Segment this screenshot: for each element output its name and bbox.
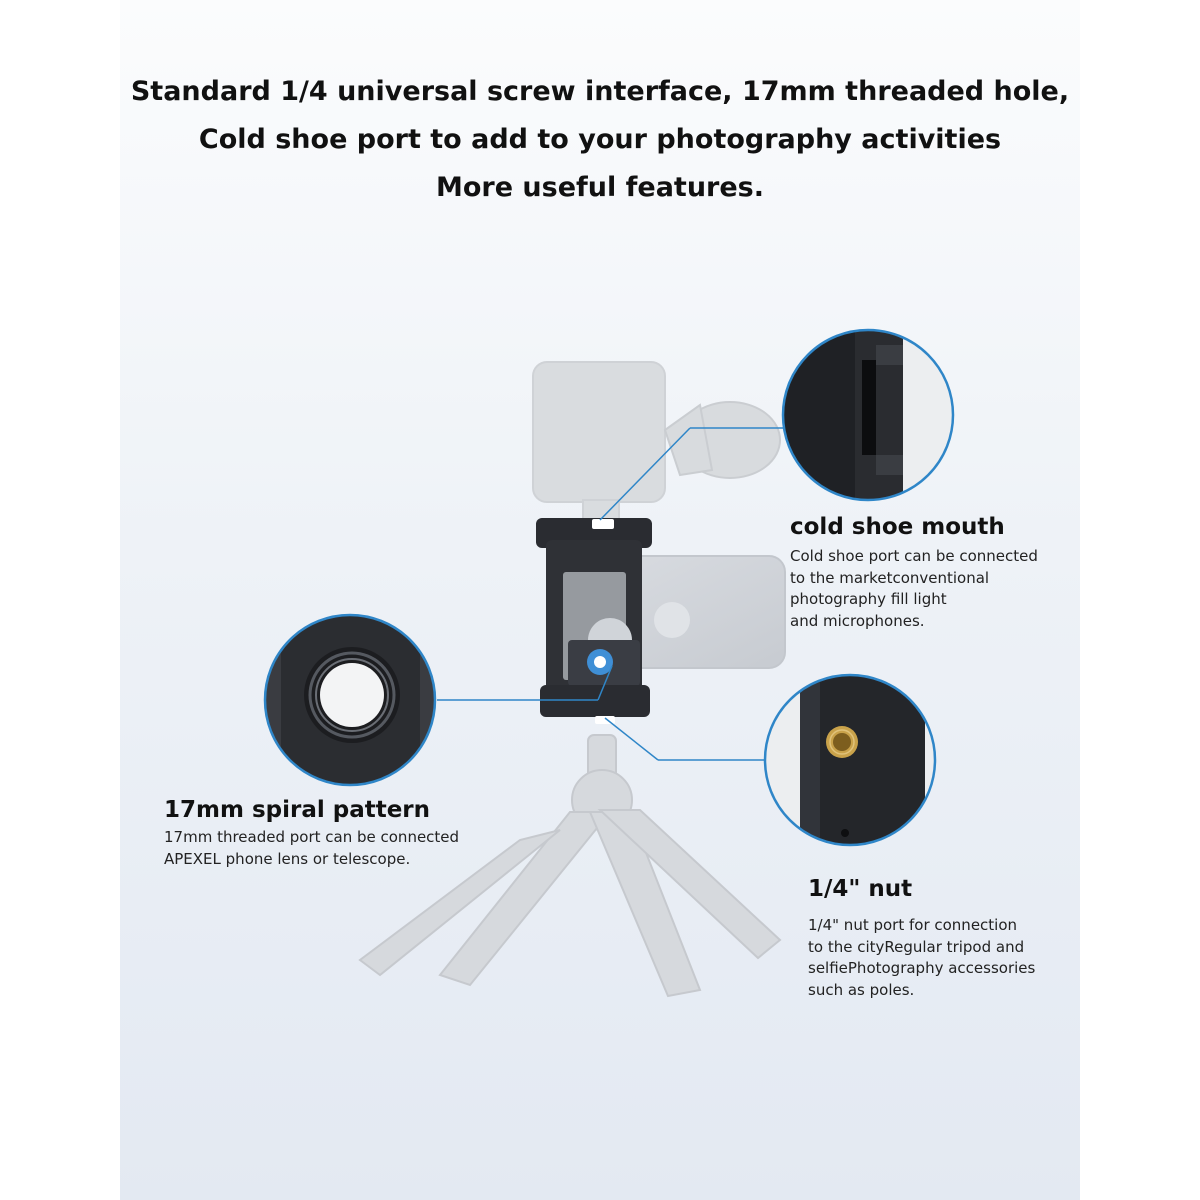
phone-logo <box>654 602 690 638</box>
nut-title: 1/4" nut <box>808 876 913 902</box>
microphone <box>665 402 780 478</box>
headline-line-3: More useful features. <box>435 172 765 203</box>
cold-shoe-description: Cold shoe port can be connected to the marketconventional photography fill light and microphones. <box>790 547 1038 630</box>
zoom-cold-shoe <box>783 330 963 500</box>
led-light <box>533 362 665 520</box>
headline-line-2: Cold shoe port to add to your photography activities <box>198 124 1002 155</box>
zoom-spiral <box>265 615 436 785</box>
spiral-title: 17mm spiral pattern <box>164 797 431 823</box>
nut-description: 1/4" nut port for connection to the cityRegular tripod and selfiePhotography accessories such as poles. <box>808 916 1036 999</box>
cold-shoe-title: cold shoe mouth <box>790 514 1005 540</box>
spiral-description: 17mm threaded port can be connected APEXEL phone lens or telescope. <box>164 828 460 868</box>
phone-clip <box>536 518 652 724</box>
headline-line-1: Standard 1/4 universal screw interface, 17mm threaded hole, <box>130 76 1070 107</box>
zoom-nut <box>765 675 935 845</box>
